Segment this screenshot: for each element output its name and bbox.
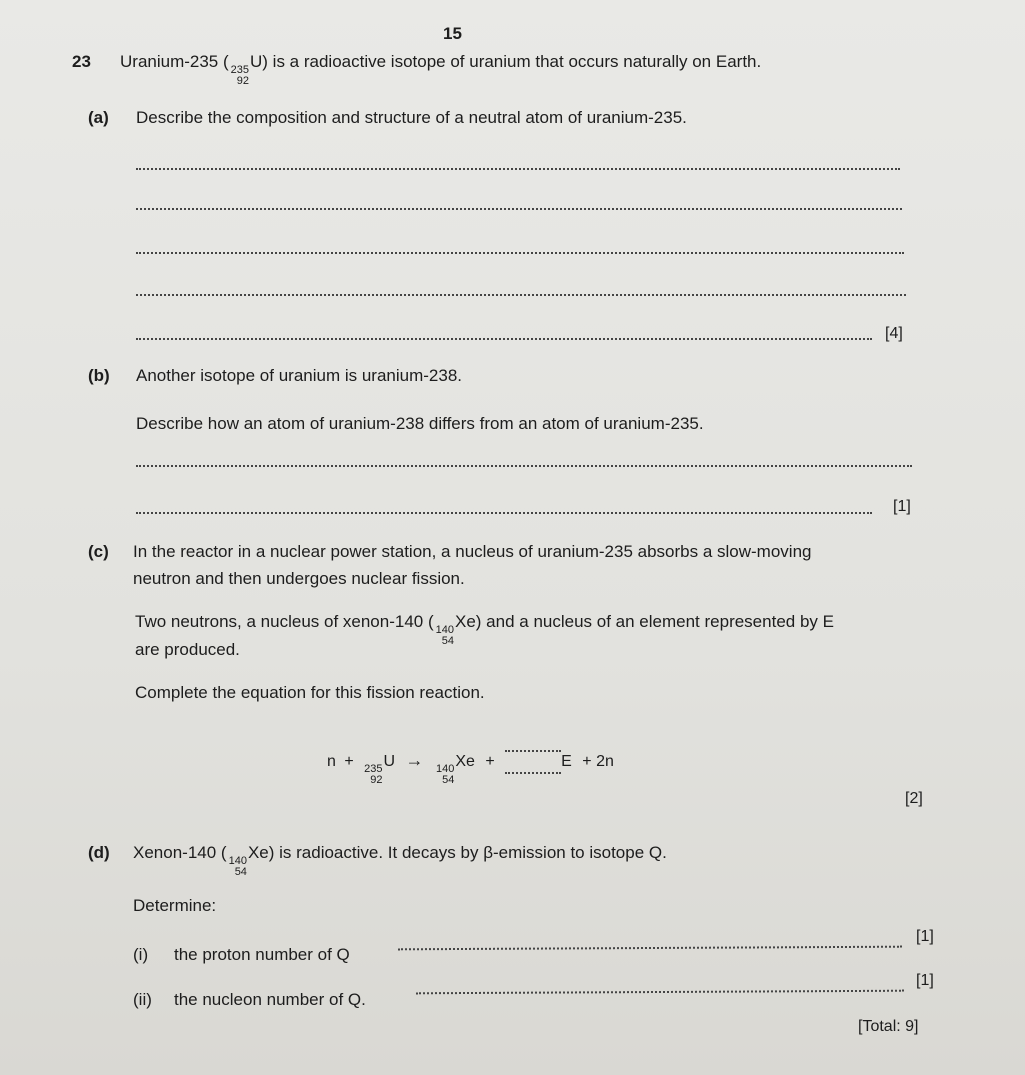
eq-xe-symbol: Xe xyxy=(455,753,475,771)
sub-i-marks: [1] xyxy=(916,928,934,945)
part-c-marks: [2] xyxy=(905,790,923,807)
part-b-question: Describe how an atom of uranium-238 differs from an atom of uranium-235. xyxy=(136,414,704,433)
part-d-question xyxy=(133,843,667,878)
line3-text-start: Two neutrons, a nucleus of xenon-140 ( xyxy=(135,612,434,631)
answer-line-a4[interactable] xyxy=(136,294,906,296)
determine-label: Determine: xyxy=(133,896,217,915)
part-c-line1: In the reactor in a nuclear power station, a nucleus of uranium-235 absorbs a slow-moving xyxy=(133,542,812,561)
part-d-text-start: Xenon-140 ( xyxy=(133,843,227,862)
u-symbol: U xyxy=(250,52,263,71)
answer-line-a5[interactable] xyxy=(136,338,872,340)
sub-i-label: (i) xyxy=(133,945,149,964)
answer-line-a1[interactable] xyxy=(136,168,900,170)
part-b-intro: Another isotope of uranium is uranium-238. xyxy=(136,366,463,385)
plus-sign: + xyxy=(344,753,354,771)
answer-line-a2[interactable] xyxy=(136,208,902,210)
eq-u-notation: 235 92 xyxy=(364,763,383,787)
element-e-symbol: E xyxy=(561,753,572,771)
part-c-instruction: Complete the equation for this fission reaction. xyxy=(135,683,485,702)
part-d-label: (d) xyxy=(88,843,110,862)
sub-ii-question: the nucleon number of Q. xyxy=(174,990,366,1009)
element-e-number-blanks[interactable] xyxy=(505,748,561,776)
line3-text-end: ) and a nucleus of an element represented by E xyxy=(475,612,834,631)
eq-u-symbol: U xyxy=(383,753,396,771)
intro-text-end: ) is a radioactive isotope of uranium that occurs naturally on Earth. xyxy=(262,52,762,71)
sub-i-question: the proton number of Q xyxy=(174,945,350,964)
question-intro xyxy=(120,52,761,87)
part-c-label: (c) xyxy=(88,542,109,561)
part-a-marks: [4] xyxy=(885,325,903,342)
xe140-notation: 140 54 xyxy=(435,624,454,647)
part-b-label: (b) xyxy=(88,366,110,385)
answer-line-a3[interactable] xyxy=(136,252,904,254)
u235-notation: 235 92 xyxy=(230,64,250,87)
fission-equation xyxy=(327,748,614,786)
part-c-line4: are produced. xyxy=(135,640,240,659)
intro-text-start: Uranium-235 ( xyxy=(120,52,229,71)
part-a-question: Describe the composition and structure of a neutral atom of uranium-235. xyxy=(136,108,687,127)
part-a-label: (a) xyxy=(88,108,109,127)
answer-line-d-i[interactable] xyxy=(398,946,902,951)
xe-symbol: Xe xyxy=(455,612,476,631)
eq-xe-notation: 140 54 xyxy=(435,763,455,787)
part-c-line2: neutron and then undergoes nuclear fission. xyxy=(133,569,465,588)
sub-ii-marks: [1] xyxy=(916,972,934,989)
neutron-symbol: n xyxy=(327,753,336,771)
part-b-marks: [1] xyxy=(893,498,911,515)
total-marks: [Total: 9] xyxy=(858,1018,919,1035)
answer-line-d-ii[interactable] xyxy=(416,990,904,995)
part-d-xe-notation: 140 54 xyxy=(228,855,247,878)
sub-ii-label: (ii) xyxy=(133,990,152,1009)
part-d-xe-symbol: Xe xyxy=(247,843,269,862)
plus-sign-2: + xyxy=(485,753,495,771)
answer-line-b2[interactable] xyxy=(136,512,872,514)
reaction-arrow: → xyxy=(405,750,424,771)
question-number: 23 xyxy=(72,52,91,71)
answer-line-b1[interactable] xyxy=(136,465,912,467)
page-number: 15 xyxy=(443,24,462,43)
two-neutrons: + 2n xyxy=(582,753,614,771)
part-d-text-end: ) is radioactive. It decays by β-emission to isotope Q. xyxy=(268,843,667,862)
